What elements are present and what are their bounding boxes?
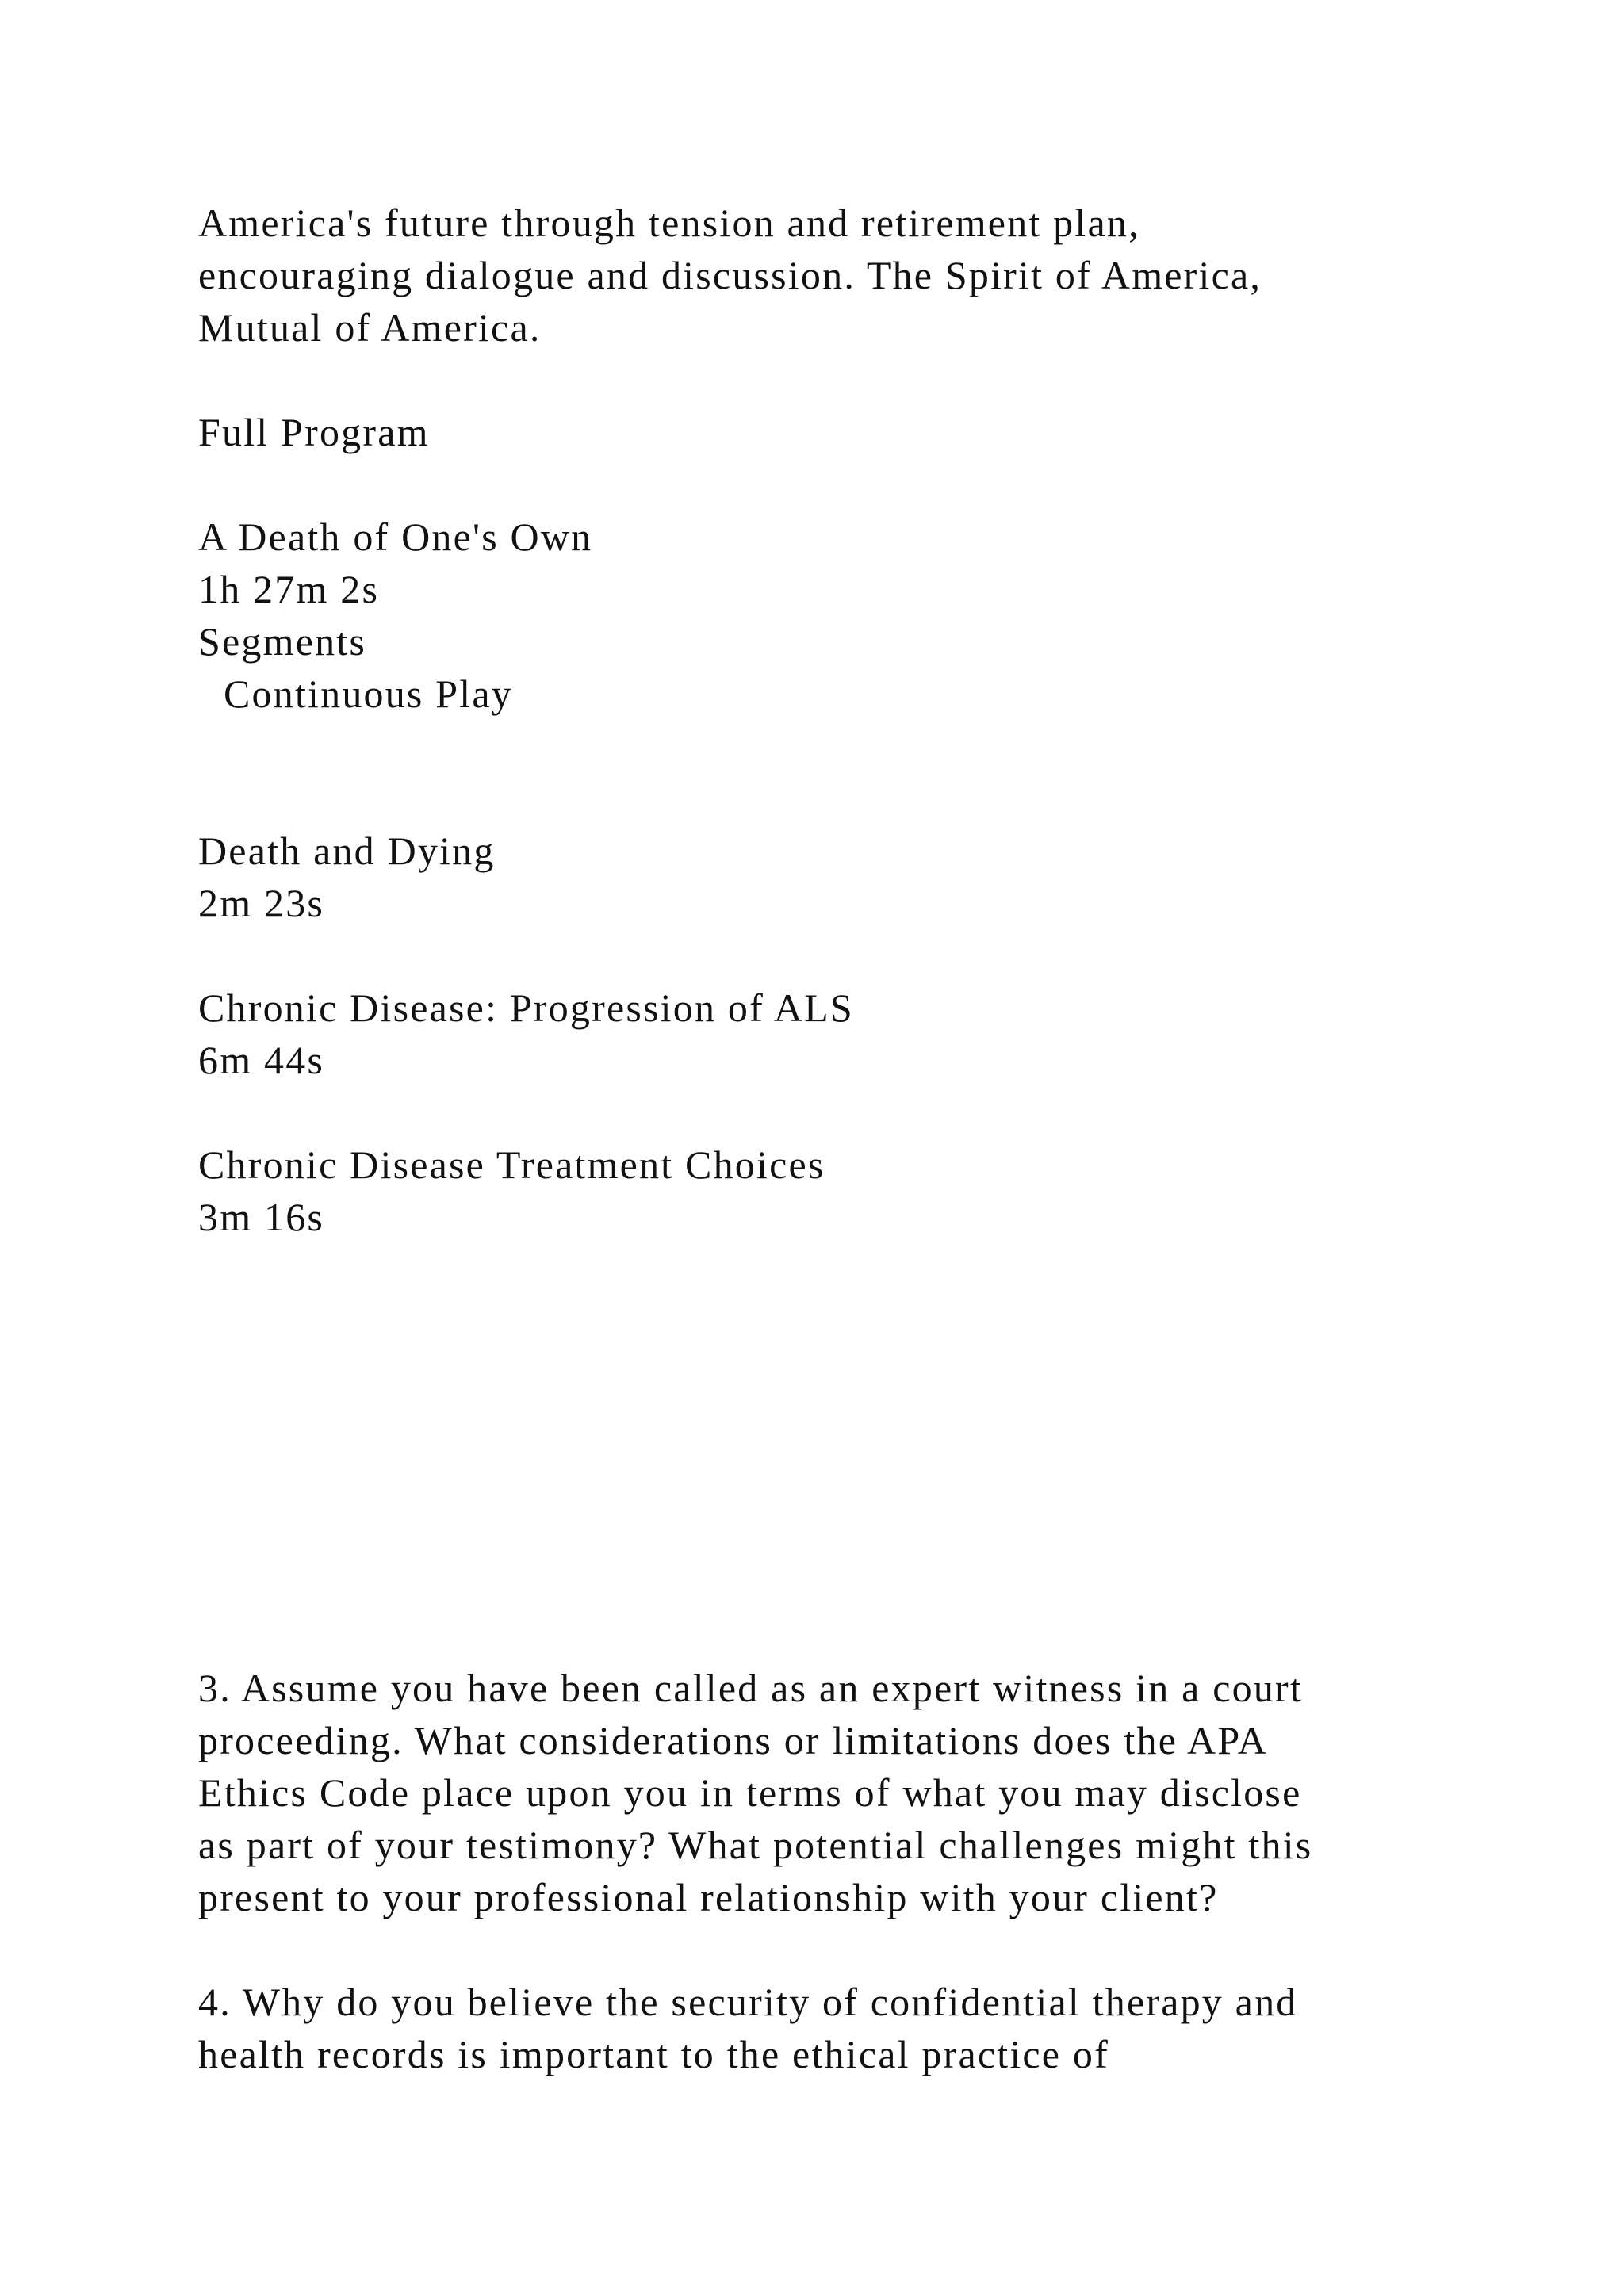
question-3-line-5: present to your professional relationship with your client? <box>198 1875 1219 1919</box>
segments-label: Segments <box>198 619 367 664</box>
program-title: A Death of One's Own <box>198 515 593 559</box>
question-3-line-1: 3. Assume you have been called as an expert witness in a court <box>198 1666 1303 1710</box>
segment-duration: 2m 23s <box>198 881 325 925</box>
intro-line-3: Mutual of America. <box>198 305 542 350</box>
full-program-heading: Full Program <box>198 410 430 454</box>
intro-line-2: encouraging dialogue and discussion. The Spirit of America, <box>198 253 1262 297</box>
segment-title[interactable]: Chronic Disease Treatment Choices <box>198 1142 825 1187</box>
program-duration: 1h 27m 2s <box>198 567 380 611</box>
question-3-line-3: Ethics Code place upon you in terms of what you may disclose <box>198 1770 1302 1815</box>
segment-duration: 3m 16s <box>198 1195 325 1239</box>
question-3-line-4: as part of your testimony? What potential challenges might this <box>198 1823 1313 1867</box>
question-3-line-2: proceeding. What considerations or limitations does the APA <box>198 1718 1269 1762</box>
segment-title[interactable]: Death and Dying <box>198 828 496 873</box>
intro-line-1: America's future through tension and retirement plan, <box>198 201 1140 245</box>
segment-duration: 6m 44s <box>198 1038 325 1082</box>
question-4-line-2: health records is important to the ethical practice of <box>198 2032 1109 2076</box>
segment-title[interactable]: Chronic Disease: Progression of ALS <box>198 985 854 1030</box>
question-4-line-1: 4. Why do you believe the security of confidential therapy and <box>198 1980 1298 2024</box>
continuous-play-toggle[interactable]: Continuous Play <box>224 672 513 716</box>
